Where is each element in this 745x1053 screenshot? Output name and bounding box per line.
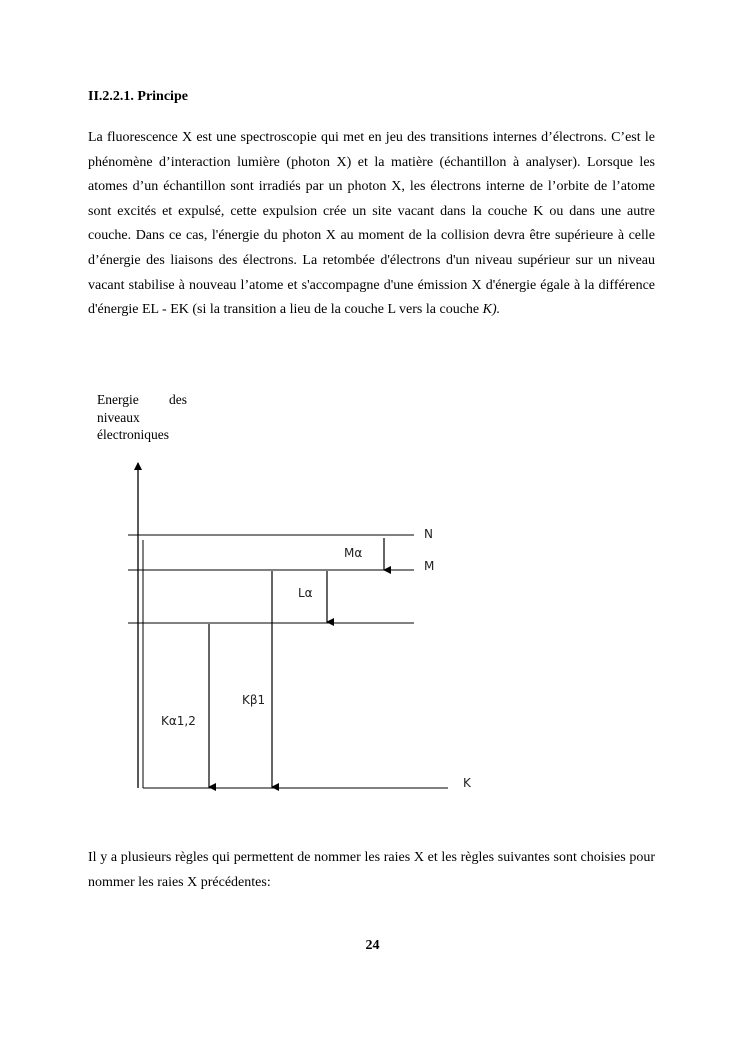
ylabel-word-energie: Energie (97, 392, 139, 407)
rules-paragraph: Il y a plusieurs règles qui permettent de nommer les raies X et les règles suivantes sont choisies pour nommer les raies X précédentes: (88, 850, 655, 890)
page-number: 24 (365, 938, 380, 953)
level-label-k: K (463, 776, 471, 790)
intro-paragraph-text: La fluorescence X est une spectroscopie qui met en jeu des transitions internes d’électrons. C’est le phénomène d’interaction lumière (photon X) et la matière (échantillon à analyser). Lorsque les atomes d’un échantillon sont irradiés par un photon X, les électrons interne de l’orbite de l’atome sont excités et expulsé, cette expulsion crée un site vacant dans la couche K ou dans une autre couche. Dans ce cas, l'énergie du photon X au moment de la collision devra être supérieure à celle d’énergie des liaisons des électrons. La retombée d'électrons d'un niveau supérieur sur un niveau vacant stabilise à nouveau l’atome et s'accompagne d'une émission X d'énergie égale à la différence d'énergie EL - EK (si la transition a lieu de la couche L vers la couche (88, 130, 655, 318)
ylabel-word-des: des (169, 392, 187, 407)
level-label-m: M (424, 559, 435, 573)
intro-paragraph-italic-end: K). (482, 302, 501, 318)
level-label-n: N (424, 527, 433, 541)
transition-label-la: Lα (298, 586, 313, 600)
ylabel-line-niveaux: niveaux (97, 409, 140, 425)
section-heading: II.2.2.1. Principe (88, 89, 188, 104)
transition-label-kb1: Kβ1 (242, 693, 266, 707)
transition-label-ka12: Kα1,2 (161, 714, 196, 728)
transition-label-ma: Mα (344, 546, 363, 560)
ylabel-line-electroniques: électroniques (97, 427, 169, 442)
